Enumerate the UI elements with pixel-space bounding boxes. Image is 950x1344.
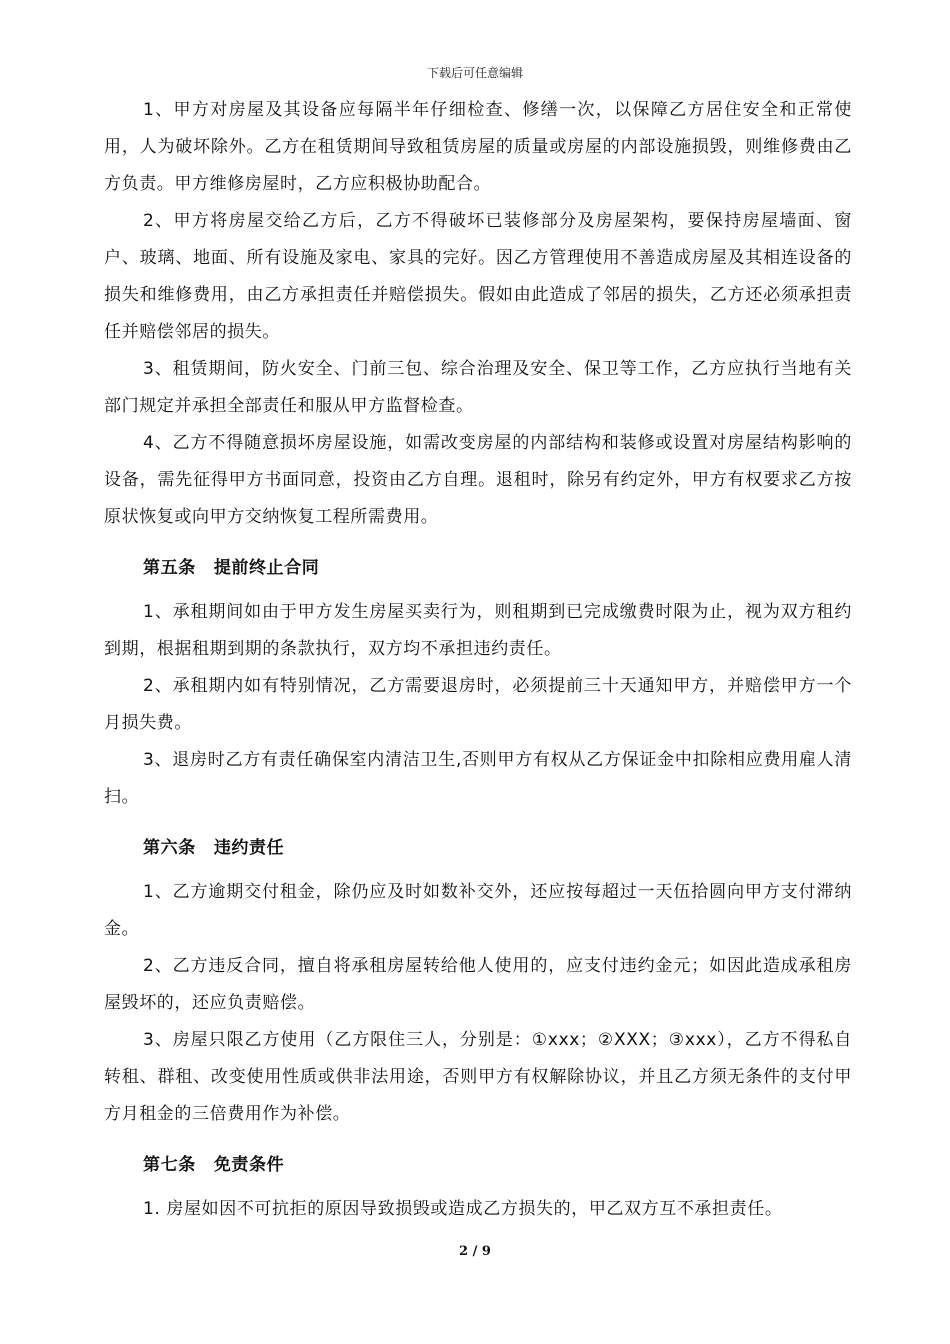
clause-paragraph: 1、乙方逾期交付租金，除仍应及时如数补交外，还应按每超过一天伍拾圆向甲方支付滞纳金。 <box>104 882 852 939</box>
article-number: 第五条 <box>143 558 196 578</box>
article-heading-6 <box>104 830 852 867</box>
article-title: 免责条件 <box>213 1155 285 1175</box>
article-number: 第六条 <box>143 838 196 858</box>
article-heading-5 <box>104 550 852 587</box>
clause-paragraph: 1. 房屋如因不可抗拒的原因导致损毁或造成乙方损失的，甲乙双方互不承担责任。 <box>143 1199 783 1219</box>
article-number: 第七条 <box>143 1155 196 1175</box>
page-number: 2 / 9 <box>459 1244 491 1259</box>
clause-paragraph: 4、乙方不得随意损坏房屋设施，如需改变房屋的内部结构和装修或设置对房屋结构影响的设备，需先征得甲方书面同意，投资由乙方自理。退租时，除另有约定外，甲方有权要求乙方按原状恢复或向甲方交纳恢复工程所需费用。 <box>104 433 852 527</box>
page-header: 下载后可任意编辑 <box>426 66 523 80</box>
article-title: 提前终止合同 <box>213 558 320 578</box>
clause-paragraph: 1、甲方对房屋及其设备应每隔半年仔细检查、修缮一次，以保障乙方居住安全和正常使用，人为破坏除外。乙方在租赁期间导致租赁房屋的质量或房屋的内部设施损毁，则维修费由乙方负责。甲方维修房屋时，乙方应积极协助配合。 <box>104 100 852 194</box>
article-heading-7 <box>104 1147 852 1184</box>
clause-paragraph: 2、承租期内如有特别情况，乙方需要退房时，必须提前三十天通知甲方，并赔偿甲方一个月损失费。 <box>104 676 852 733</box>
clause-paragraph: 3、退房时乙方有责任确保室内清洁卫生,否则甲方有权从乙方保证金中扣除相应费用雇人清扫。 <box>104 750 852 807</box>
clause-paragraph: 2、乙方违反合同，擅自将承租房屋转给他人使用的，应支付违约金元；如因此造成承租房屋毁坏的，还应负责赔偿。 <box>104 956 852 1013</box>
document-body <box>104 92 852 1228</box>
article-title: 违约责任 <box>213 838 285 858</box>
clause-paragraph: 2、甲方将房屋交给乙方后，乙方不得破坏已装修部分及房屋架构，要保持房屋墙面、窗户、玻璃、地面、所有设施及家电、家具的完好。因乙方管理使用不善造成房屋及其相连设备的损失和维修费用，由乙方承担责任并赔偿损失。假如由此造成了邻居的损失，乙方还必须承担责任并赔偿邻居的损失。 <box>104 211 852 342</box>
clause-paragraph: 3、房屋只限乙方使用（乙方限住三人，分别是：①xxx；②XXX；③xxx），乙方不得私自转租、群租、改变使用性质或供非法用途，否则甲方有权解除协议，并且乙方须无条件的支付甲方月租金的三倍费用作为补偿。 <box>104 1030 852 1124</box>
clause-paragraph: 1、承租期间如由于甲方发生房屋买卖行为，则租期到已完成缴费时限为止，视为双方租约到期，根据租期到期的条款执行，双方均不承担违约责任。 <box>104 602 852 659</box>
clause-paragraph: 3、租赁期间，防火安全、门前三包、综合治理及安全、保卫等工作，乙方应执行当地有关部门规定并承担全部责任和服从甲方监督检查。 <box>104 359 852 416</box>
